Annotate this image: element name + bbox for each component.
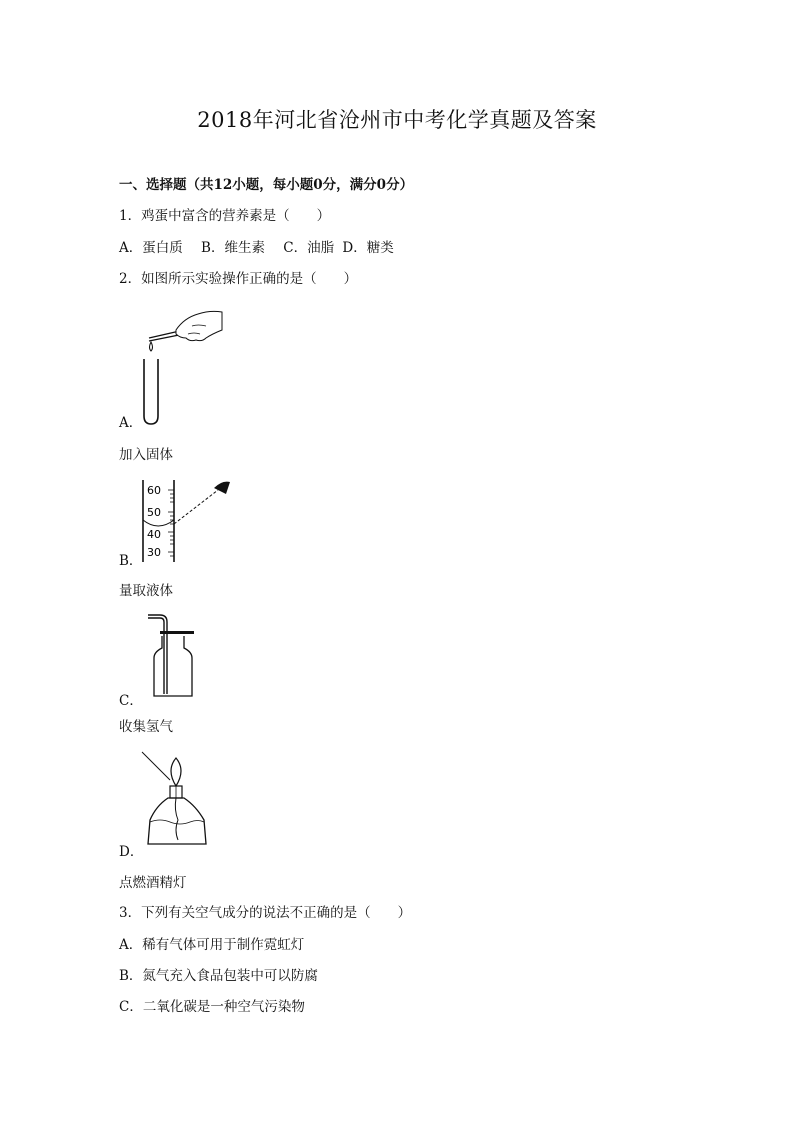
question-3-stem: 3．下列有关空气成分的说法不正确的是（ ） [119, 905, 412, 921]
q1-option-c: C．油脂 [283, 240, 335, 256]
q2-option-c-caption: 收集氢气 [119, 719, 173, 735]
q3-option-a: A．稀有气体可用于制作霓虹灯 [119, 937, 305, 953]
cylinder-tick-60: 60 [147, 484, 161, 497]
q2-option-d-caption: 点燃酒精灯 [119, 875, 187, 891]
q2-option-a-caption: 加入固体 [119, 447, 173, 463]
q1-option-a: A．蛋白质 [119, 240, 183, 256]
question-2-stem: 2．如图所示实验操作正确的是（ ） [119, 271, 358, 287]
alcohol-lamp-icon [140, 750, 220, 850]
q3-option-c: C．二氧化碳是一种空气污染物 [119, 999, 305, 1015]
question-1-stem: 1．鸡蛋中富含的营养素是（ ） [119, 208, 331, 224]
q1-option-b: B．维生素 [201, 240, 265, 256]
q1-option-d: D．糖类 [342, 240, 394, 256]
cylinder-tick-50: 50 [147, 506, 161, 519]
q2-option-d-letter: D． [119, 844, 144, 860]
cylinder-tick-40: 40 [147, 528, 161, 541]
gas-collecting-bottle-icon [146, 612, 202, 700]
q3-option-b: B．氮气充入食品包装中可以防腐 [119, 968, 318, 984]
question-1-options [119, 239, 394, 257]
q2-option-c-letter: C． [119, 693, 143, 709]
section-header: 一、选择题（共12小题，每小题0分，满分0分） [119, 177, 414, 193]
page-title: 2018年河北省沧州市中考化学真题及答案 [197, 108, 597, 132]
graduated-cylinder-icon [138, 476, 238, 566]
test-tube-dropping-solid-icon [136, 304, 228, 428]
q2-option-a-letter: A． [119, 415, 143, 431]
q2-option-b-letter: B． [119, 553, 143, 569]
q2-option-b-caption: 量取液体 [119, 583, 173, 599]
cylinder-tick-30: 30 [147, 546, 161, 559]
